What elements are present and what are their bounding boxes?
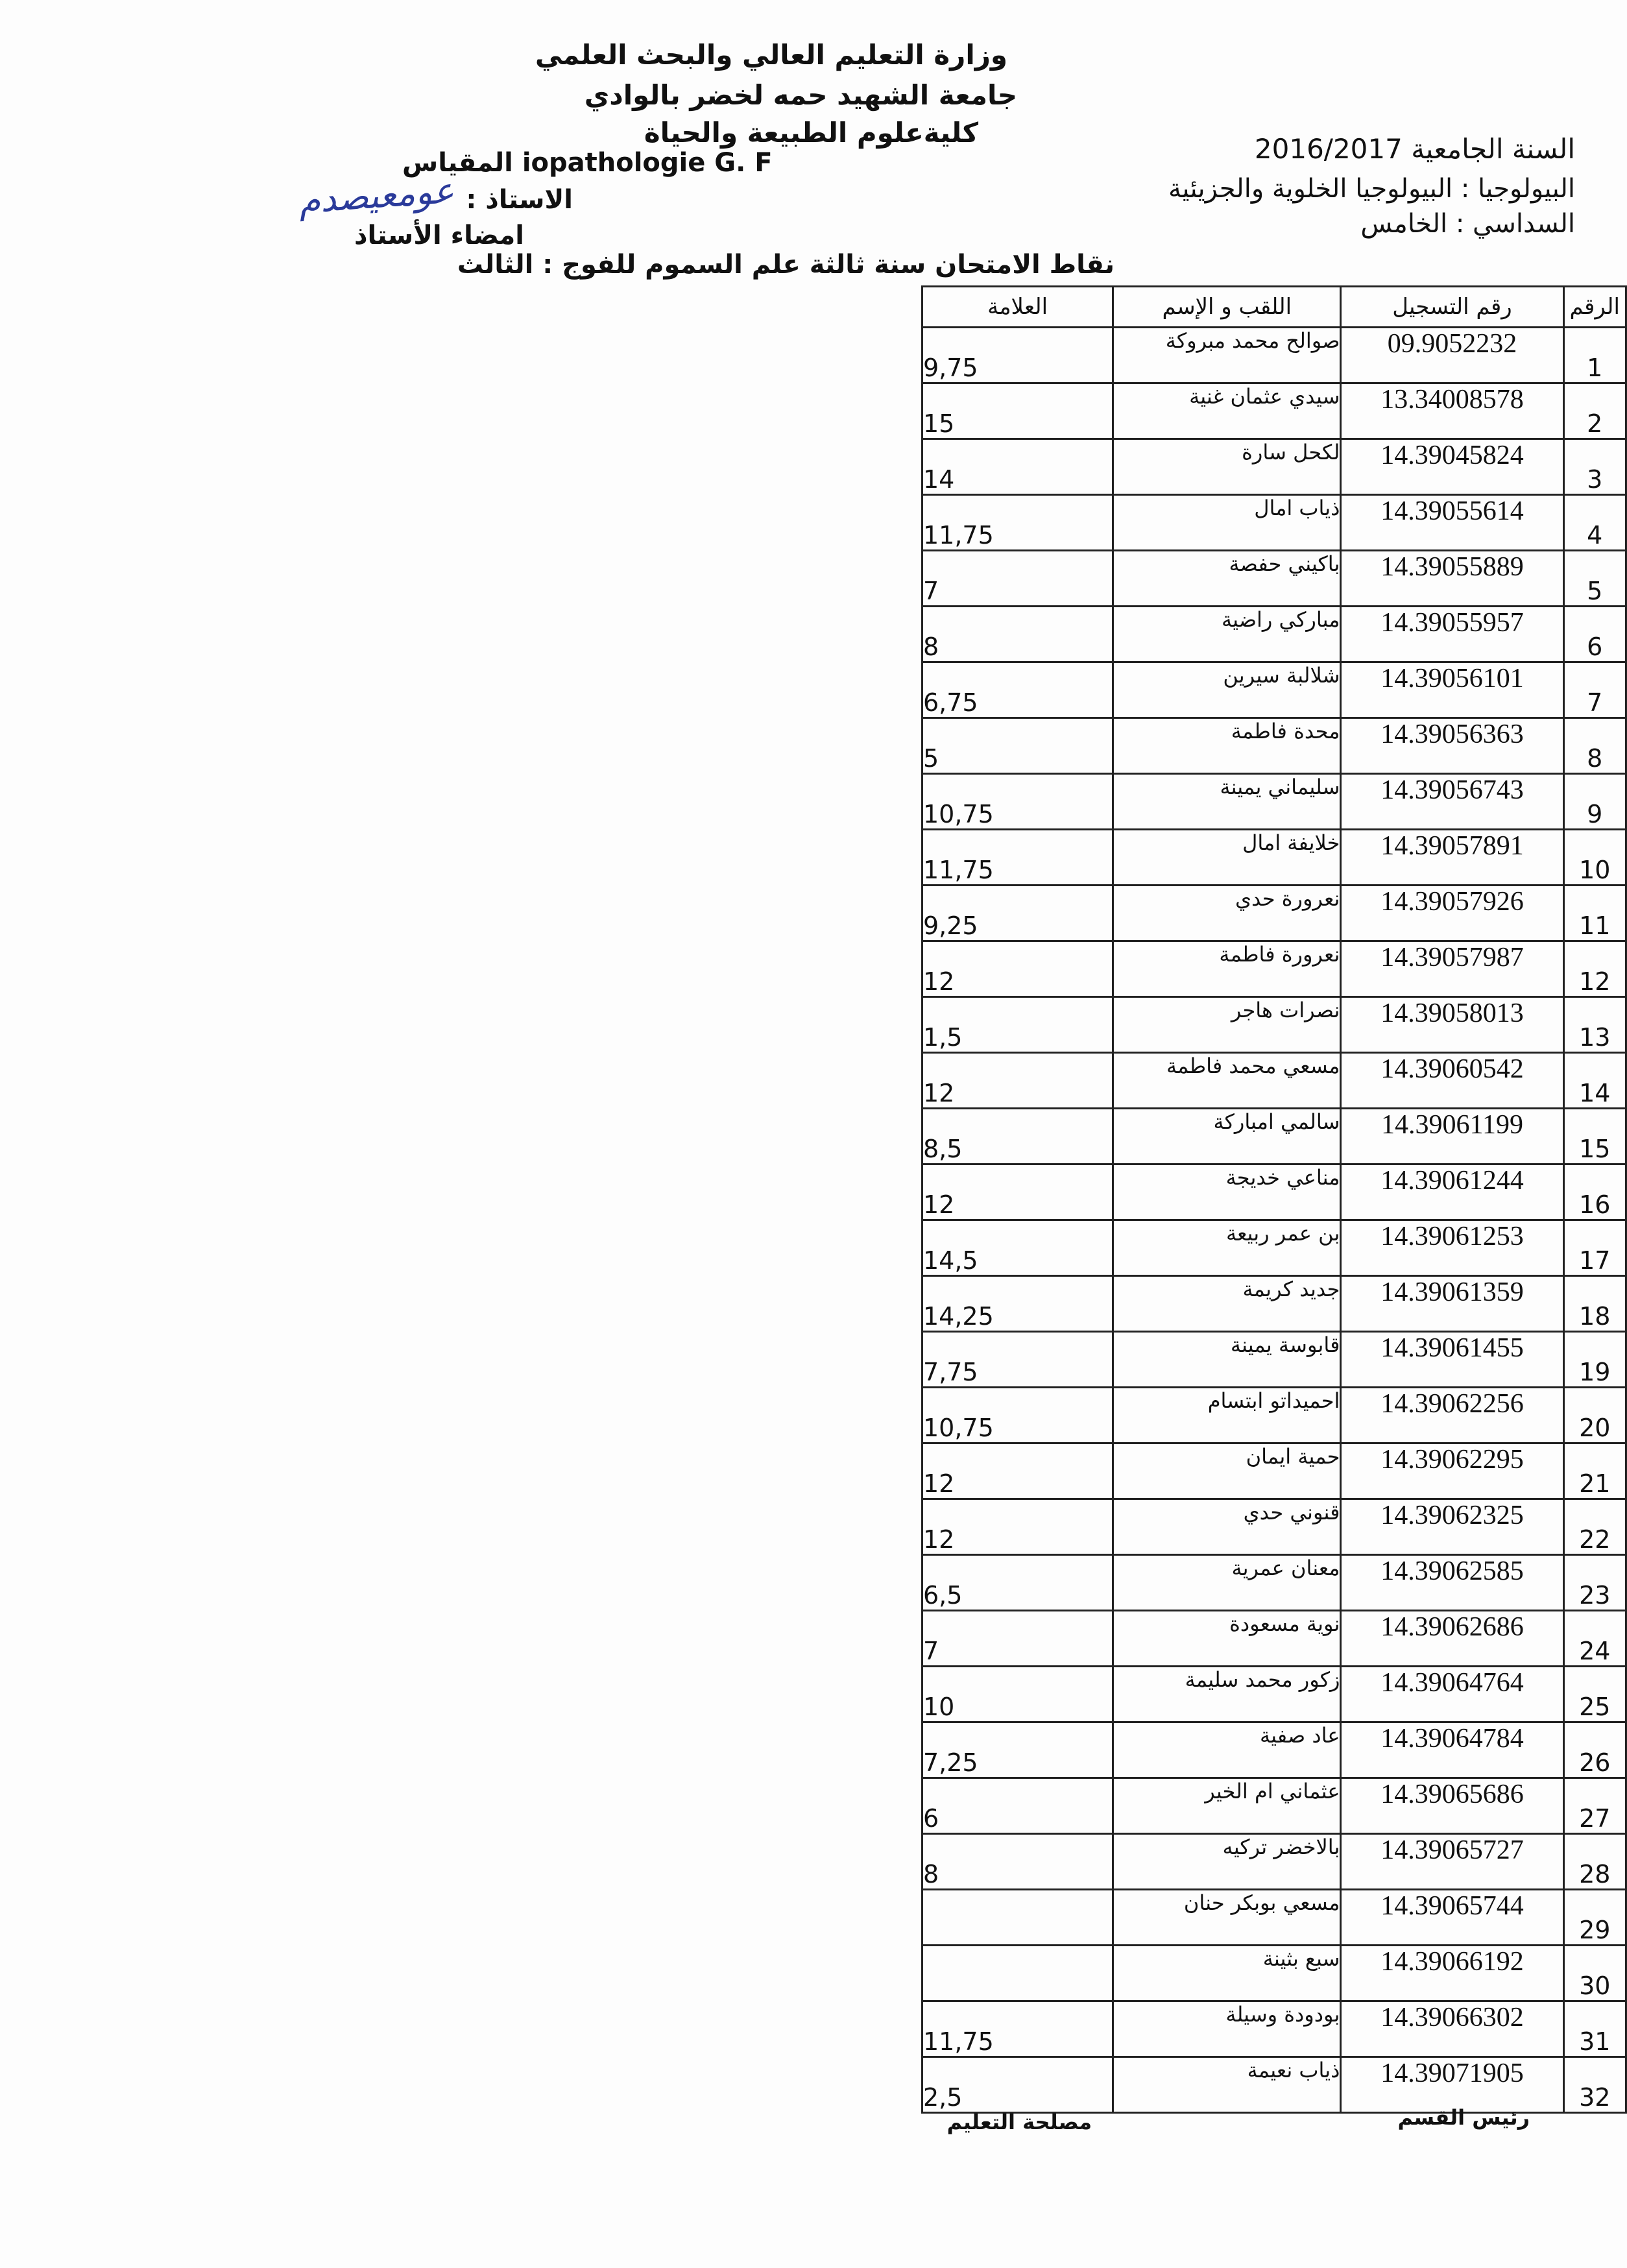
header-grade: العلامة (922, 287, 1113, 328)
registration-number: 14.39055614 (1341, 495, 1563, 551)
table-row (922, 1388, 1626, 1443)
row-number: 26 (1563, 1722, 1626, 1778)
table-row (922, 941, 1626, 997)
student-name: بن عمر ربيعة (1113, 1220, 1341, 1276)
table-row (922, 1778, 1626, 1834)
table-row (922, 2001, 1626, 2057)
student-name: نعرورة فاطمة (1113, 941, 1341, 997)
table-row (922, 1667, 1626, 1722)
student-grade: 11,75 (922, 830, 1113, 886)
student-name: ذياب نعيمة (1113, 2057, 1341, 2113)
student-grade: 8 (922, 1834, 1113, 1890)
student-grade: 15 (922, 383, 1113, 439)
table-header-row (922, 287, 1626, 328)
student-grade: 8,5 (922, 1109, 1113, 1164)
student-grade: 2,5 (922, 2057, 1113, 2113)
student-grade: 10 (922, 1667, 1113, 1722)
table-row (922, 607, 1626, 662)
row-number: 22 (1563, 1499, 1626, 1555)
student-name: حمية ايمان (1113, 1443, 1341, 1499)
head-of-department: رئيس القسم (1397, 2105, 1530, 2130)
student-grade: 14 (922, 439, 1113, 495)
student-name: بالاخضر تركيه (1113, 1834, 1341, 1890)
registration-number: 14.39064764 (1341, 1667, 1563, 1722)
table-row (922, 1164, 1626, 1220)
student-grade: 11,75 (922, 2001, 1113, 2057)
row-number: 15 (1563, 1109, 1626, 1164)
student-name: صوالح محمد مبروكة (1113, 328, 1341, 383)
registration-number: 14.39066302 (1341, 2001, 1563, 2057)
registration-number: 14.39065727 (1341, 1834, 1563, 1890)
table-row (922, 1611, 1626, 1667)
student-name: مناعي خديجة (1113, 1164, 1341, 1220)
registration-number: 14.39057987 (1341, 941, 1563, 997)
professor-signature: عومعيصدم (297, 169, 455, 222)
table-row (922, 830, 1626, 886)
table-row (922, 383, 1626, 439)
document-title: نقاط الامتحان سنة ثالثة علم السموم للفوج : الثالث (457, 250, 1115, 280)
student-name: محدة فاطمة (1113, 718, 1341, 774)
table-row (922, 1053, 1626, 1109)
student-grade: 7,75 (922, 1332, 1113, 1388)
registration-number: 14.39064784 (1341, 1722, 1563, 1778)
student-grade: 10,75 (922, 1388, 1113, 1443)
registration-number: 14.39061359 (1341, 1276, 1563, 1332)
specialty: البيولوجيا : البيولوجيا الخلوية والجزيئية (1168, 174, 1575, 204)
registration-number: 14.39062585 (1341, 1555, 1563, 1611)
registration-number: 14.39061455 (1341, 1332, 1563, 1388)
student-name: بودودة وسيلة (1113, 2001, 1341, 2057)
registration-number: 14.39066192 (1341, 1946, 1563, 2001)
header-num: الرقم (1563, 287, 1626, 328)
student-name: سبع بثينة (1113, 1946, 1341, 2001)
student-grade: 12 (922, 1443, 1113, 1499)
registration-number: 14.39061253 (1341, 1220, 1563, 1276)
student-name: سالمي امباركة (1113, 1109, 1341, 1164)
student-grade (922, 1890, 1113, 1946)
row-number: 32 (1563, 2057, 1626, 2113)
student-name: زكور محمد سليمة (1113, 1667, 1341, 1722)
row-number: 5 (1563, 551, 1626, 607)
student-name: سيدي عثمان غنية (1113, 383, 1341, 439)
row-number: 30 (1563, 1946, 1626, 2001)
row-number: 2 (1563, 383, 1626, 439)
module-label: المقياس iopathologie G. F (402, 148, 773, 178)
table-row (922, 1722, 1626, 1778)
student-grade: 9,75 (922, 328, 1113, 383)
table-row (922, 1834, 1626, 1890)
professor-label: الاستاذ : (466, 185, 573, 215)
student-name: مسعي بوبكر حنان (1113, 1890, 1341, 1946)
registration-number: 14.39061199 (1341, 1109, 1563, 1164)
table-row (922, 1499, 1626, 1555)
student-grade: 12 (922, 941, 1113, 997)
student-name: قنوني حدي (1113, 1499, 1341, 1555)
registration-number: 14.39062295 (1341, 1443, 1563, 1499)
student-name: نصرات هاجر (1113, 997, 1341, 1053)
teaching-service: مصلحة التعليم (946, 2110, 1092, 2134)
student-name: لكحل سارة (1113, 439, 1341, 495)
row-number: 3 (1563, 439, 1626, 495)
registration-number: 14.39062256 (1341, 1388, 1563, 1443)
signature-label: امضاء الأستاذ (354, 221, 524, 250)
table-row (922, 1276, 1626, 1332)
row-number: 6 (1563, 607, 1626, 662)
student-name: احميداتو ابتسام (1113, 1388, 1341, 1443)
table-row (922, 439, 1626, 495)
table-row (922, 886, 1626, 941)
row-number: 11 (1563, 886, 1626, 941)
row-number: 12 (1563, 941, 1626, 997)
student-name: نوية مسعودة (1113, 1611, 1341, 1667)
university-name: جامعة الشهيد حمه لخضر بالوادي (584, 79, 1017, 111)
faculty-name: كليةعلوم الطبيعة والحياة (644, 117, 978, 149)
row-number: 8 (1563, 718, 1626, 774)
registration-number: 14.39058013 (1341, 997, 1563, 1053)
table-row (922, 1890, 1626, 1946)
student-grade: 11,75 (922, 495, 1113, 551)
table-row (922, 1946, 1626, 2001)
student-grade: 8 (922, 607, 1113, 662)
student-name: ذياب امال (1113, 495, 1341, 551)
table-row (922, 2057, 1626, 2113)
registration-number: 14.39065744 (1341, 1890, 1563, 1946)
grades-table (921, 285, 1627, 2114)
row-number: 20 (1563, 1388, 1626, 1443)
registration-number: 14.39065686 (1341, 1778, 1563, 1834)
row-number: 1 (1563, 328, 1626, 383)
row-number: 4 (1563, 495, 1626, 551)
student-grade: 7 (922, 551, 1113, 607)
row-number: 29 (1563, 1890, 1626, 1946)
row-number: 31 (1563, 2001, 1626, 2057)
table-row (922, 1555, 1626, 1611)
registration-number: 14.39045824 (1341, 439, 1563, 495)
student-grade: 5 (922, 718, 1113, 774)
table-row (922, 662, 1626, 718)
student-name: معنان عمرية (1113, 1555, 1341, 1611)
registration-number: 13.34008578 (1341, 383, 1563, 439)
registration-number: 14.39060542 (1341, 1053, 1563, 1109)
student-name: مسعي محمد فاطمة (1113, 1053, 1341, 1109)
student-grade: 12 (922, 1164, 1113, 1220)
table-row (922, 1443, 1626, 1499)
student-grade: 6,75 (922, 662, 1113, 718)
registration-number: 14.39055957 (1341, 607, 1563, 662)
row-number: 7 (1563, 662, 1626, 718)
row-number: 10 (1563, 830, 1626, 886)
student-grade: 14,25 (922, 1276, 1113, 1332)
registration-number: 14.39071905 (1341, 2057, 1563, 2113)
registration-number: 14.39062686 (1341, 1611, 1563, 1667)
student-name: خلايفة امال (1113, 830, 1341, 886)
student-grade: 6 (922, 1778, 1113, 1834)
row-number: 18 (1563, 1276, 1626, 1332)
ministry-name: وزارة التعليم العالي والبحث العلمي (535, 39, 1007, 71)
row-number: 25 (1563, 1667, 1626, 1722)
row-number: 24 (1563, 1611, 1626, 1667)
registration-number: 14.39055889 (1341, 551, 1563, 607)
row-number: 27 (1563, 1778, 1626, 1834)
student-grade: 12 (922, 1499, 1113, 1555)
row-number: 17 (1563, 1220, 1626, 1276)
student-grade: 14,5 (922, 1220, 1113, 1276)
row-number: 23 (1563, 1555, 1626, 1611)
semester: السداسي : الخامس (1360, 209, 1575, 239)
registration-number: 14.39062325 (1341, 1499, 1563, 1555)
registration-number: 14.39056743 (1341, 774, 1563, 830)
student-grade: 12 (922, 1053, 1113, 1109)
table-row (922, 718, 1626, 774)
registration-number: 14.39057926 (1341, 886, 1563, 941)
student-grade: 1,5 (922, 997, 1113, 1053)
student-name: نعرورة حدي (1113, 886, 1341, 941)
header-registration: رقم التسجيل (1341, 287, 1563, 328)
student-name: شلالبة سيرين (1113, 662, 1341, 718)
registration-number: 14.39057891 (1341, 830, 1563, 886)
student-grade: 7 (922, 1611, 1113, 1667)
registration-number: 09.9052232 (1341, 328, 1563, 383)
table-row (922, 495, 1626, 551)
header-name: اللقب و الإسم (1113, 287, 1341, 328)
student-name: باكيني حفصة (1113, 551, 1341, 607)
student-grade: 9,25 (922, 886, 1113, 941)
table-row (922, 551, 1626, 607)
student-grade: 6,5 (922, 1555, 1113, 1611)
row-number: 19 (1563, 1332, 1626, 1388)
table-row (922, 774, 1626, 830)
student-name: قابوسة يمينة (1113, 1332, 1341, 1388)
academic-year: السنة الجامعية 2016/2017 (1254, 133, 1575, 165)
registration-number: 14.39056363 (1341, 718, 1563, 774)
table-row (922, 997, 1626, 1053)
student-grade (922, 1946, 1113, 2001)
student-name: عثماني ام الخير (1113, 1778, 1341, 1834)
student-grade: 7,25 (922, 1722, 1113, 1778)
row-number: 28 (1563, 1834, 1626, 1890)
row-number: 13 (1563, 997, 1626, 1053)
student-name: سليماني يمينة (1113, 774, 1341, 830)
row-number: 21 (1563, 1443, 1626, 1499)
student-grade: 10,75 (922, 774, 1113, 830)
table-row (922, 1109, 1626, 1164)
table-row (922, 1220, 1626, 1276)
student-name: مباركي راضية (1113, 607, 1341, 662)
row-number: 16 (1563, 1164, 1626, 1220)
row-number: 9 (1563, 774, 1626, 830)
registration-number: 14.39061244 (1341, 1164, 1563, 1220)
table-row (922, 1332, 1626, 1388)
student-name: عاد صفية (1113, 1722, 1341, 1778)
row-number: 14 (1563, 1053, 1626, 1109)
registration-number: 14.39056101 (1341, 662, 1563, 718)
student-name: جديد كريمة (1113, 1276, 1341, 1332)
table-row (922, 328, 1626, 383)
